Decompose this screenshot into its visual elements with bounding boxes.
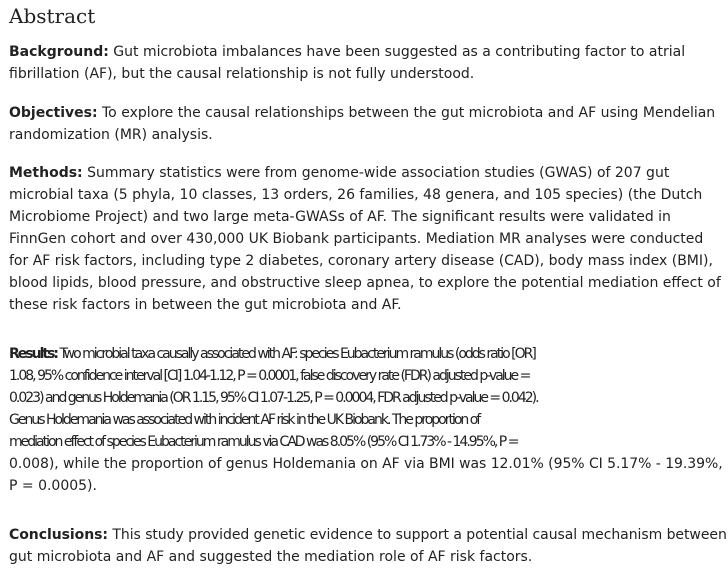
paragraph-line	[9, 524, 727, 546]
paragraph-line: gut microbiota and AF and suggested the mediation role of AF risk factors.	[9, 549, 533, 565]
results-label: Results:	[9, 346, 57, 362]
abstract-heading: Abstract	[9, 4, 96, 28]
paragraph-line	[9, 41, 685, 63]
paragraph-line: microbial taxa (5 phyla, 10 classes, 13 orders, 26 families, 48 genera, and 105 species) (the Dutch	[9, 187, 703, 203]
paragraph-line: fibrillation (AF), but the causal relationship is not fully understood.	[9, 66, 475, 82]
objectives-paragraph	[9, 102, 715, 146]
paragraph-line: Microbiome Project) and two large meta-GWASs of AF. The significant results were validated in	[9, 209, 671, 225]
background-paragraph	[9, 41, 685, 85]
paragraph-line: mediation effect of species Eubacterium ramulus via CAD was 8.05% (95% CI 1.73% - 14.95%, P =	[9, 434, 518, 450]
results-paragraph	[9, 343, 723, 497]
paragraph-line: 1.08, 95% confidence interval [CI] 1.04-1.12, P = 0.0001, false discovery rate (FDR) adjusted p-value =	[9, 368, 530, 384]
objectives-text: To explore the causal relationships between the gut microbiota and AF using Mendelian	[97, 105, 716, 121]
objectives-label: Objectives:	[9, 105, 98, 121]
paragraph-line	[9, 162, 721, 184]
background-label: Background:	[9, 44, 109, 60]
paragraph-line: P = 0.0005).	[9, 478, 97, 494]
paragraph-line: FinnGen cohort and over 430,000 UK Biobank participants. Mediation MR analyses were conducted	[9, 231, 704, 247]
paragraph-line: blood lipids, blood pressure, and obstructive sleep apnea, to explore the potential mediation effect of	[9, 275, 721, 291]
methods-label: Methods:	[9, 165, 83, 181]
paragraph-line: for AF risk factors, including type 2 diabetes, coronary artery disease (CAD), body mass index (BMI),	[9, 253, 713, 269]
paragraph-line: 0.023) and genus Holdemania (OR 1.15, 95% CI 1.07-1.25, P = 0.0004, FDR adjusted p-value = 0.042).	[9, 390, 538, 406]
methods-text: Summary statistics were from genome-wide association studies (GWAS) of 207 gut	[82, 165, 670, 181]
conclusions-label: Conclusions:	[9, 527, 108, 543]
background-text: Gut microbiota imbalances have been suggested as a contributing factor to atrial	[108, 44, 686, 60]
methods-paragraph	[9, 162, 721, 316]
conclusions-paragraph	[9, 524, 727, 568]
conclusions-text: This study provided genetic evidence to support a potential causal mechanism between	[107, 527, 727, 543]
paragraph-line: Genus Holdemania was associated with incident AF risk in the UK Biobank. The proportion of	[9, 412, 480, 428]
paragraph-line	[9, 102, 715, 124]
paragraph-line: randomization (MR) analysis.	[9, 127, 213, 143]
results-text: Two microbial taxa causally associated with AF: species Eubacterium ramulus (odds ratio [OR]	[57, 346, 535, 362]
paragraph-line	[9, 343, 723, 365]
paragraph-line: these risk factors in between the gut microbiota and AF.	[9, 297, 402, 313]
paragraph-line: 0.008), while the proportion of genus Holdemania on AF via BMI was 12.01% (95% CI 5.17% - 19.39%,	[9, 456, 723, 472]
